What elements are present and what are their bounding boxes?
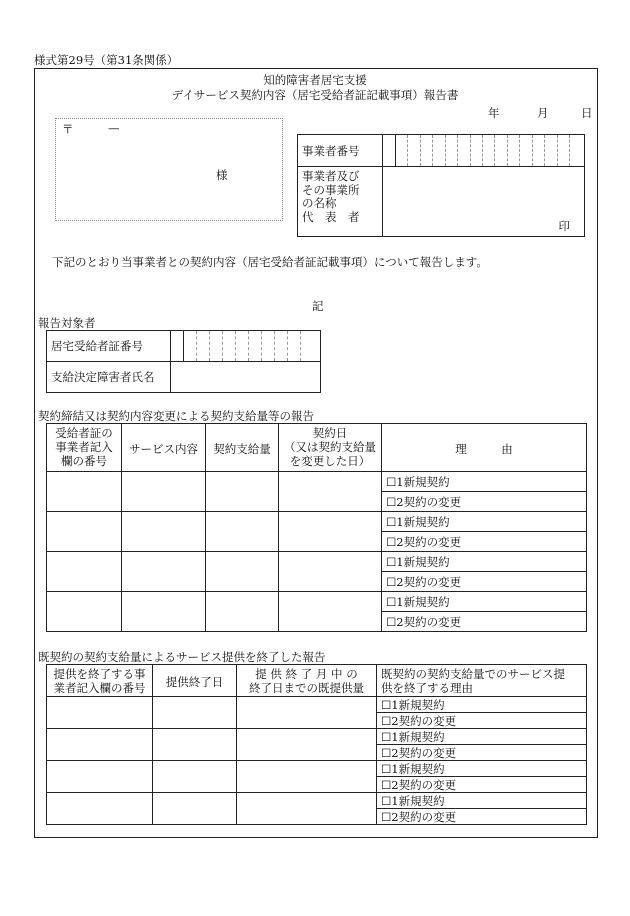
option-new-contract[interactable]: ☐1新規契約 <box>377 793 587 809</box>
seal-mark: 印 <box>558 219 570 233</box>
intro-text: 下記のとおり当事業者との契約内容（居宅受給者証記載事項）について報告します。 <box>52 255 488 269</box>
cert-number-label: 居宅受給者証番号 <box>47 331 171 362</box>
option-change-contract[interactable]: ☐2契約の変更 <box>377 777 587 793</box>
term-col-number: 提供を終了する事 業者記入欄の番号 <box>47 665 153 697</box>
table-row <box>47 472 587 492</box>
table-row <box>47 552 587 572</box>
form-number: 様式第29号（第31条関係） <box>34 53 179 67</box>
option-change-contract[interactable]: ☐2契約の変更 <box>382 492 587 512</box>
option-change-contract[interactable]: ☐2契約の変更 <box>382 612 587 632</box>
option-change-contract[interactable]: ☐2契約の変更 <box>377 713 587 729</box>
postal-mark: 〒 <box>62 122 74 136</box>
title-line-1: 知的障害者居宅支援 <box>263 73 367 87</box>
address-box[interactable] <box>55 118 283 221</box>
provider-name-label: 事業者及び その事業所 の名称 代 表 者 <box>298 167 383 237</box>
target-section-label: 報告対象者 <box>38 316 96 330</box>
option-new-contract[interactable]: ☐1新規契約 <box>382 512 587 532</box>
contract-col-date: 契約日 （又は契約支給量 を変更した日） <box>279 424 382 472</box>
option-change-contract[interactable]: ☐2契約の変更 <box>382 532 587 552</box>
table-row <box>47 697 587 713</box>
table-row <box>47 729 587 745</box>
option-change-contract[interactable]: ☐2契約の変更 <box>382 572 587 592</box>
contract-table <box>46 423 587 632</box>
term-col-provided: 提 供 終 了 月 中 の 終了日までの既提供量 <box>237 665 377 697</box>
provider-table <box>297 134 585 237</box>
option-new-contract[interactable]: ☐1新規契約 <box>377 761 587 777</box>
target-table <box>46 330 321 393</box>
recipient-name-label: 支給決定障害者氏名 <box>47 362 171 393</box>
title-line-2: デイサービス契約内容（居宅受給者証記載事項）報告書 <box>171 88 459 102</box>
option-new-contract[interactable]: ☐1新規契約 <box>382 592 587 612</box>
date-day: 日 <box>581 106 593 120</box>
contract-section-label: 契約締結又は契約内容変更による契約支給量等の報告 <box>38 409 314 423</box>
termination-section-label: 既契約の契約支給量によるサービス提供を終了した報告 <box>38 650 326 664</box>
table-row <box>47 512 587 532</box>
date-month: 月 <box>537 106 549 120</box>
recipient-name-field[interactable] <box>171 362 321 393</box>
termination-table <box>46 664 587 825</box>
contract-col-amount: 契約支給量 <box>206 424 279 472</box>
option-change-contract[interactable]: ☐2契約の変更 <box>377 809 587 825</box>
table-row <box>47 793 587 809</box>
cert-number-cell[interactable] <box>171 331 184 362</box>
term-col-end-date: 提供終了日 <box>153 665 237 697</box>
provider-name-field[interactable] <box>383 167 585 237</box>
table-row <box>47 761 587 777</box>
term-col-reason: 既契約の契約支給量でのサービス提 供を終了する理由 <box>377 665 587 697</box>
contract-col-reason: 理 由 <box>382 424 587 472</box>
contract-col-service: サービス内容 <box>122 424 206 472</box>
provider-number-cell[interactable] <box>383 135 395 167</box>
date-year: 年 <box>488 106 500 120</box>
table-row <box>47 592 587 612</box>
postal-dash: — <box>108 121 120 135</box>
honorific: 様 <box>216 168 228 182</box>
contract-col-number: 受給者証の 事業者記入 欄の番号 <box>47 424 122 472</box>
option-change-contract[interactable]: ☐2契約の変更 <box>377 745 587 761</box>
option-new-contract[interactable]: ☐1新規契約 <box>382 472 587 492</box>
option-new-contract[interactable]: ☐1新規契約 <box>377 729 587 745</box>
provider-number-label: 事業者番号 <box>298 135 383 167</box>
option-new-contract[interactable]: ☐1新規契約 <box>377 697 587 713</box>
ki-mark: 記 <box>312 299 324 313</box>
option-new-contract[interactable]: ☐1新規契約 <box>382 552 587 572</box>
